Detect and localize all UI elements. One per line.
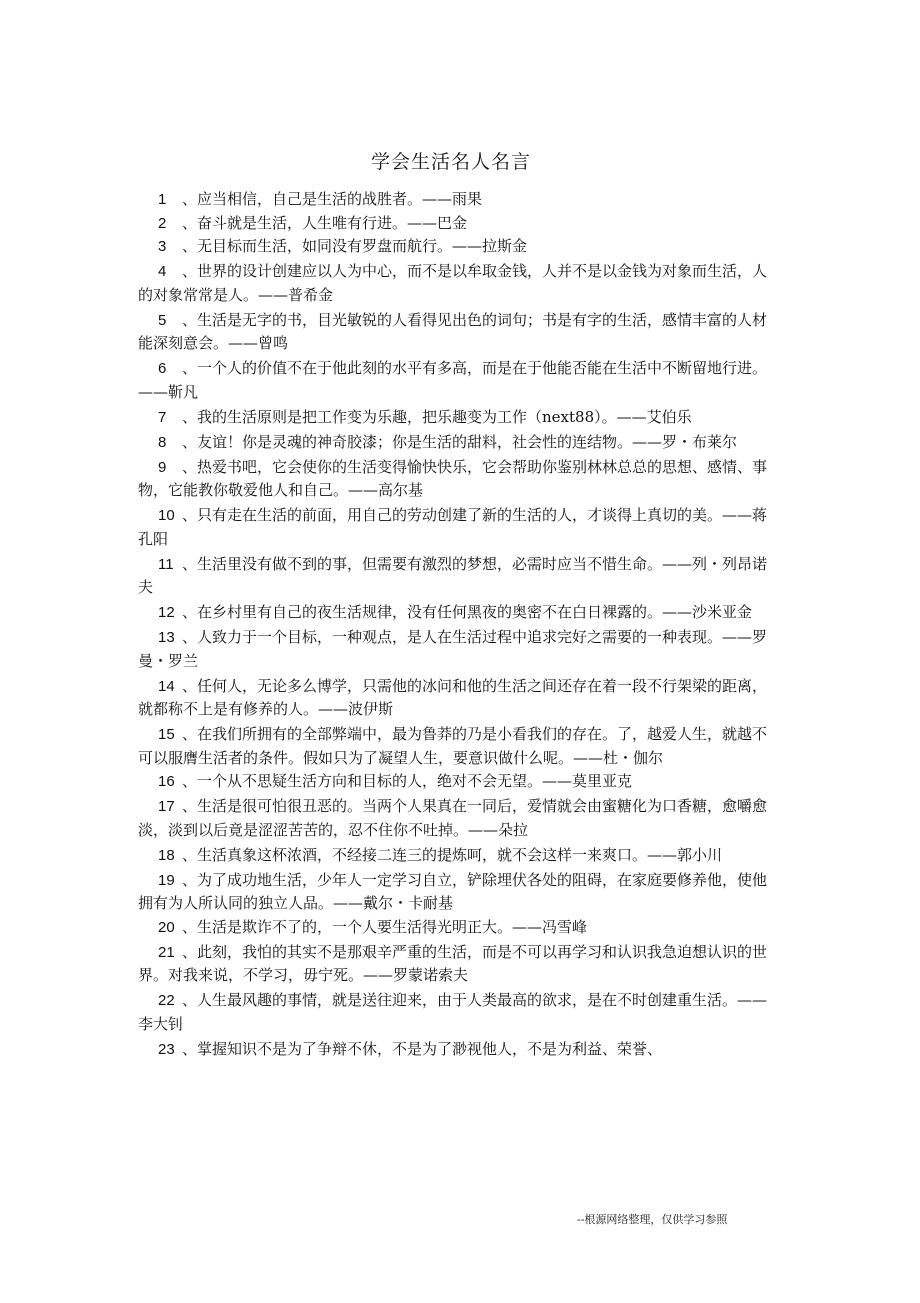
quote-item xyxy=(138,941,770,988)
quote-text: 、友谊！你是灵魂的神奇胶漆；你是生活的甜料，社会性的连结物。——罗・布莱尔 xyxy=(182,432,738,451)
quote-item xyxy=(138,989,770,1036)
quote-item xyxy=(138,357,770,404)
quote-number: 12 xyxy=(158,604,175,621)
quote-item xyxy=(138,235,770,259)
quote-number: 15 xyxy=(158,726,175,743)
quote-text: 、一个人的价值不在于他此刻的水平有多高，而是在于他能否能在生活中不断留地行进。——靳凡 xyxy=(138,359,768,401)
quote-number: 6 xyxy=(158,360,167,377)
quote-number: 14 xyxy=(158,677,175,695)
quote-item xyxy=(138,431,770,455)
quote-text: 、一个从不思疑生活方向和目标的人，绝对不会无望。——莫里亚克 xyxy=(182,772,633,790)
quote-number: 5 xyxy=(158,311,167,329)
quote-number: 23 xyxy=(158,1040,175,1058)
quote-text: 、此刻，我怕的其实不是那艰辛严重的生活，而是不可以再学习和认识我急迫想认识的世界。对我来说，不学习，毋宁死。——罗蒙诺索夫 xyxy=(138,942,768,984)
quote-number: 9 xyxy=(158,458,167,476)
quote-number: 21 xyxy=(158,943,175,961)
page-title: 学会生活名人名言 xyxy=(370,151,531,173)
quote-item xyxy=(138,916,770,940)
quote-text: 、在乡村里有自己的夜生活规律，没有任何黑夜的奥密不在白日裸露的。——沙米亚金 xyxy=(182,603,753,621)
quote-item xyxy=(138,309,770,356)
footer-note: --根源网络整理，仅供学习参照 xyxy=(577,1213,728,1226)
quote-text: 、掌握知识不是为了争辩不休，不是为了渺视他人，不是为利益、荣誉、 xyxy=(182,1039,663,1058)
quote-number: 4 xyxy=(158,263,167,280)
quote-text: 、在我们所拥有的全部弊端中，最为鲁莽的乃是小看我们的存在。了，越爱人生，就越不可以服膺生活者的条件。假如只为了凝望人生，要意识做什么呢。——杜・伽尔 xyxy=(138,725,768,767)
quote-item xyxy=(138,553,770,600)
quote-number: 19 xyxy=(158,871,175,889)
quote-number: 7 xyxy=(158,408,167,426)
quote-text: 、人致力于一个目标，一种观点，是人在生活过程中追求完好之需要的一种表现。——罗曼・罗兰 xyxy=(138,628,768,670)
quote-text: 、热爱书吧，它会使你的生活变得愉快快乐，它会帮助你鉴别林林总总的思想、感情、事物，它能教你敬爱他人和自己。——高尔基 xyxy=(138,457,768,499)
quote-item xyxy=(138,723,770,770)
quote-item xyxy=(138,188,770,212)
quote-number: 20 xyxy=(158,918,175,936)
quote-text: 、任何人，无论多么博学，只需他的冰问和他的生活之间还存在着一段不行架梁的距离，就都称不上是有修养的人。——波伊斯 xyxy=(138,676,768,718)
quote-text: 、生活真象这杯浓酒，不经接二连三的提炼呵，就不会这样一来爽口。——郭小川 xyxy=(182,845,723,864)
quote-number: 3 xyxy=(158,238,167,255)
quote-item xyxy=(138,795,770,842)
quote-item xyxy=(138,869,770,916)
quote-number: 17 xyxy=(158,798,175,815)
quote-text: 、只有走在生活的前面，用自己的劳动创建了新的生活的人，才谈得上真切的美。——蒋孔阳 xyxy=(138,506,768,548)
quote-text: 、生活是很可怕很丑恶的。当两个人果真在一同后，爱情就会由蜜糖化为口香糖，愈嚼愈淡，淡到以后竟是涩涩苦苦的，忍不住你不吐掉。——朵拉 xyxy=(138,797,768,839)
quote-number: 13 xyxy=(158,629,175,646)
quote-item xyxy=(138,844,770,868)
quote-text: 、生活里没有做不到的事，但需要有激烈的梦想，必需时应当不惜生命。——列・列昂诺夫 xyxy=(138,554,768,596)
quote-item xyxy=(138,406,770,430)
quote-text: 、世界的设计创建应以人为中心，而不是以牟取金钱，人并不是以金钱为对象而生活，人的对象常常是人。——普希金 xyxy=(138,262,768,304)
quote-list xyxy=(138,188,770,1061)
quote-text: 、应当相信，自己是生活的战胜者。——雨果 xyxy=(182,190,483,208)
quote-item xyxy=(138,1038,770,1062)
quote-item xyxy=(138,456,770,503)
quote-text: 、生活是欺诈不了的，一个人要生活得光明正大。——冯雪峰 xyxy=(182,917,588,936)
quote-text: 、生活是无字的书，目光敏锐的人看得见出色的词句；书是有字的生活，感情丰富的人材能深刻意会。——曾鸣 xyxy=(138,310,768,352)
quote-item xyxy=(138,601,770,625)
quote-text: 、为了成功地生活，少年人一定学习自立，铲除埋伏各处的阻碍，在家庭要修养他，使他拥有为人所认同的独立人品。——戴尔・卡耐基 xyxy=(138,870,768,912)
quote-text: 、奋斗就是生活，人生唯有行进。——巴金 xyxy=(182,213,468,232)
quote-number: 22 xyxy=(158,992,175,1009)
quote-number: 16 xyxy=(158,773,175,790)
quote-item xyxy=(138,260,770,307)
quote-item xyxy=(138,770,770,794)
quote-text: 、无目标而生活，如同没有罗盘而航行。——拉斯金 xyxy=(182,237,528,255)
quote-number: 8 xyxy=(158,433,167,451)
quote-item xyxy=(138,212,770,236)
quote-text: 、人生最风趣的事情，就是送往迎来，由于人类最高的欲求，是在不时创建重生活。——李大钊 xyxy=(138,991,768,1033)
quote-number: 2 xyxy=(158,214,167,232)
quote-number: 10 xyxy=(158,507,175,524)
quote-text: 、我的生活原则是把工作变为乐趣，把乐趣变为工作（next88）。——艾伯乐 xyxy=(182,407,692,426)
quote-number: 18 xyxy=(158,846,175,864)
quote-item xyxy=(138,675,770,722)
quote-number: 1 xyxy=(158,191,167,208)
quote-item xyxy=(138,504,770,551)
quote-number: 11 xyxy=(158,555,174,573)
quote-item xyxy=(138,626,770,673)
